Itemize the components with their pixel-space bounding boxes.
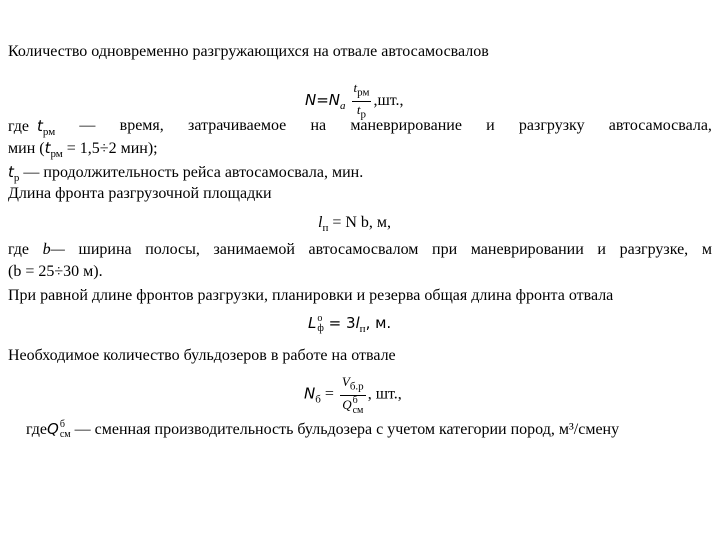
- formula4-num: V: [341, 374, 350, 389]
- formula3-eq: = 3: [323, 314, 356, 332]
- definition-t-rm-range: [8, 138, 712, 164]
- formula4-num-sub: б.р: [349, 380, 364, 393]
- def3-word: ширина: [78, 241, 132, 258]
- def1-line2-post: = 1,5÷2 мин);: [62, 140, 158, 157]
- formula4-lhs-sub: б: [315, 393, 321, 406]
- formula1-unit: ,шт.,: [373, 91, 404, 109]
- def1-symbol: t: [37, 117, 43, 135]
- def2-symbol: t: [8, 163, 14, 181]
- def3-word: м: [701, 241, 712, 258]
- def1-line2-symbol: t: [44, 139, 51, 157]
- formula4-eq: =: [320, 385, 334, 403]
- def1-line2-pre: мин (: [8, 140, 45, 157]
- def3-word: b—: [42, 241, 65, 258]
- formula3-sub: ф: [317, 323, 324, 335]
- def1-line2-sub: рм: [50, 148, 63, 161]
- definition-b-range: (b = 25÷30 м).: [8, 263, 103, 280]
- formula1-num: t: [353, 80, 358, 95]
- formula2-symbol: l: [318, 214, 323, 231]
- def3-word: где: [8, 241, 30, 258]
- def3-word: автосамосвалом: [308, 241, 419, 258]
- formula4-den: Q: [342, 396, 352, 412]
- def3-word: маневрировании: [470, 241, 584, 258]
- def3-word: и: [597, 241, 606, 258]
- heading-front-length: Длина фронта разгрузочной площадки: [8, 185, 272, 202]
- def1-word: —: [79, 117, 96, 134]
- def4-where: где: [26, 421, 48, 438]
- def1-word: автосамосвала,: [608, 117, 712, 134]
- formula-total-front: [308, 314, 391, 335]
- def4-sup: б: [59, 419, 65, 431]
- def1-word: затрачиваемое: [188, 117, 287, 134]
- formula3-l-sub: п: [359, 323, 366, 336]
- formula-bulldozers: [304, 374, 402, 416]
- def1-word: маневрирование: [350, 117, 462, 134]
- heading-dump-trucks-count: Количество одновременно разгружающихся на отвале автосамосвалов: [8, 43, 489, 60]
- def2-symbol-sub: р: [13, 172, 20, 185]
- formula3-l: l: [355, 314, 360, 332]
- formula3-symbol: L: [308, 314, 317, 332]
- formula2-sub: п: [322, 222, 329, 235]
- formula4-fraction: [340, 374, 366, 416]
- def4-text: — сменная производительность бульдозера с учетом категории пород, м³/смену: [70, 421, 620, 438]
- definition-b: [8, 240, 712, 260]
- def4-symbol: Q: [47, 420, 59, 438]
- formula4-unit: , шт.,: [367, 385, 402, 403]
- formula1-den: t: [356, 101, 361, 117]
- formula4-den-sup: б: [352, 394, 358, 406]
- formula2-rest: = N b, м,: [328, 214, 392, 231]
- formula1-den-sub: р: [360, 108, 367, 121]
- def1-word: и: [486, 117, 495, 134]
- formula-front-length: [318, 214, 391, 234]
- def1-where: где: [8, 118, 30, 135]
- formula3-unit: , м.: [365, 314, 392, 332]
- definition-q-shift: [26, 420, 619, 440]
- def1-symbol-sub: рм: [42, 126, 56, 139]
- formula1-lhs: N=N: [305, 90, 341, 109]
- def3-word: при: [432, 241, 458, 258]
- formula1-lhs-sub: а: [340, 99, 346, 112]
- def3-word: занимаемой: [213, 241, 295, 258]
- def4-sub: см: [59, 429, 71, 441]
- def1-word: время,: [119, 117, 164, 134]
- formula4-lhs: N: [304, 384, 316, 403]
- heading-bulldozers: Необходимое количество бульдозеров в работе на отвале: [8, 347, 396, 364]
- def2-text: — продолжительность рейса автосамосвала, мин.: [19, 164, 364, 181]
- formula4-den-sub: см: [352, 404, 364, 416]
- def1-word: на: [310, 117, 327, 134]
- def3-word: полосы,: [145, 241, 200, 258]
- formula1-num-sub: рм: [357, 86, 370, 99]
- formula3-sup: о: [317, 313, 323, 325]
- heading-total-front: При равной длине фронтов разгрузки, планировки и резерва общая длина фронта отвала: [8, 287, 614, 304]
- def3-word: разгрузке,: [619, 241, 689, 258]
- def1-word: разгрузку: [518, 117, 585, 134]
